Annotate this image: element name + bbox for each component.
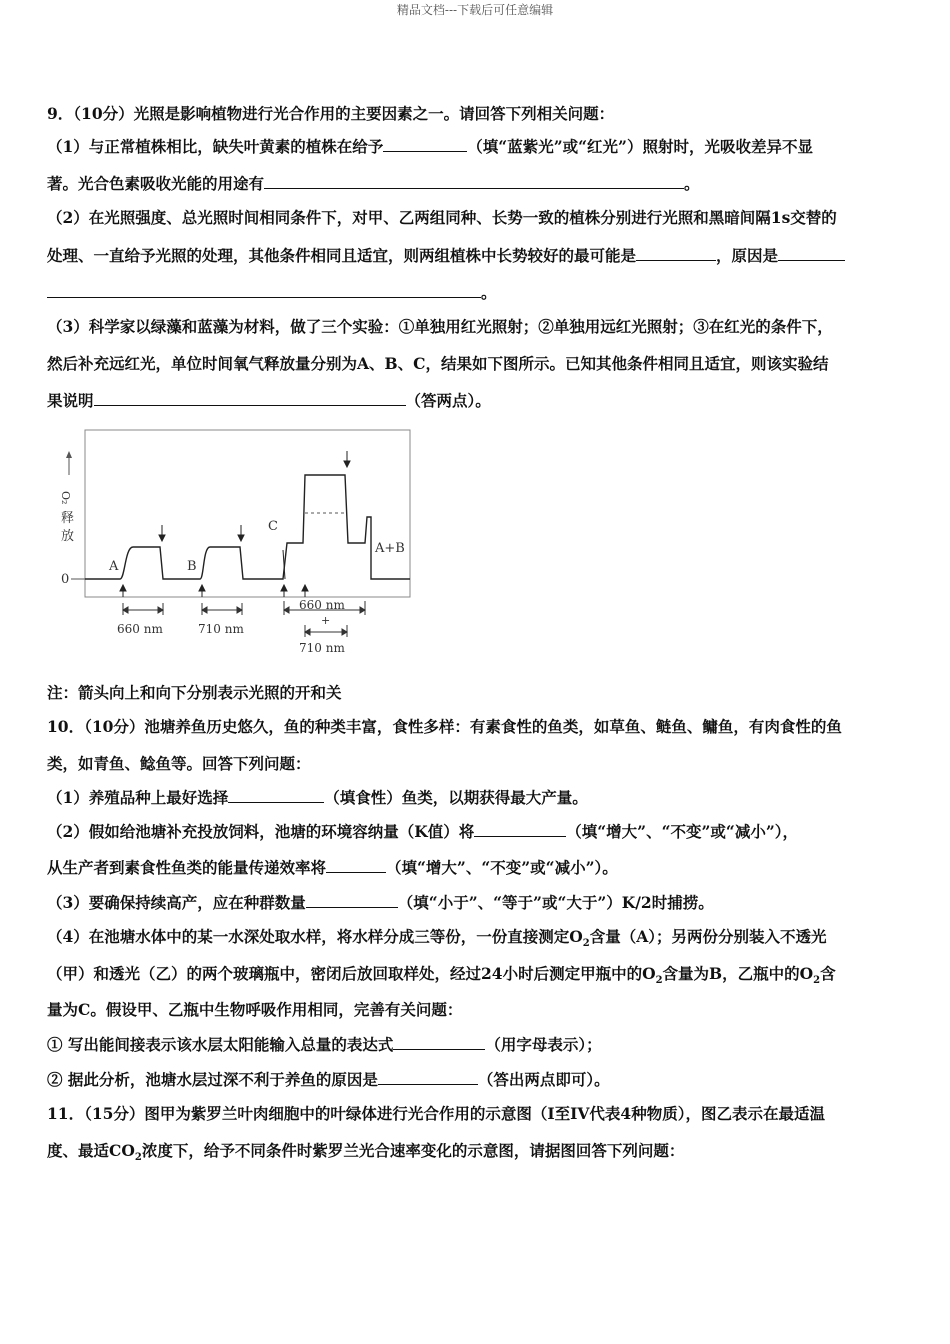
q10-title-line1: 10．（10分）池塘养鱼历史悠久，鱼的种类丰富，食性多样：有素食性的鱼类，如草鱼、鲢鱼、鳙鱼，有肉食性的鱼 [47,717,842,736]
q9-part2-line2: 处理、一直给予光照的处理，其他条件相同且适宜，则两组植株中长势较好的最可能是 ，原因是 [47,246,845,266]
q11-title-line1: 11．（15分）图甲为紫罗兰叶肉细胞中的叶绿体进行光合作用的示意图（I至IV代表4种物质），图乙表示在最适温 [47,1104,825,1123]
q10-part4-line3: 量为C。假设甲、乙瓶中生物呼吸作用相同，完善有关问题： [47,1000,463,1019]
y-label-o2: O₂ [59,491,72,505]
answer-blank[interactable] [228,788,324,803]
label-c: C [268,519,278,534]
q9-part2-line3: 。 [47,283,497,303]
q9-part3-line2: 然后补充远红光，单位时间氧气释放量分别为A、B、C，结果如下图所示。已知其他条件相同且适宜，则该实验结 [47,354,829,373]
q9-figure-note: 注：箭头向上和向下分别表示光照的开和关 [47,683,342,702]
q9-title: 9．（10分）光照是影响植物进行光合作用的主要因素之一。请回答下列相关问题： [47,104,615,123]
q9-part1-line2: 著。光合色素吸收光能的用途有 。 [47,174,700,193]
label-b: B [187,559,197,574]
o2-release-figure [55,425,415,660]
q10-part4-line1: （4）在池塘水体中的某一水深处取水样，将水样分成三等份，一份直接测定$O_2$含量（A）；另两份分别装入不透光 [47,927,827,950]
answer-blank[interactable] [383,137,467,152]
page-header: 精品文档---下载后可任意编辑 [396,3,554,17]
q9-part1-line1: （1）与正常植株相比，缺失叶黄素的植株在给予 （填“蓝紫光”或“红光”）照射时，光吸收差异不显 [47,137,813,156]
q10-part4-line2: （甲）和透光（乙）的两个玻璃瓶中，密闭后放回取样处，经过24小时后测定甲瓶中的$O_2$含量为B，乙瓶中的$O_2$含 [47,964,836,987]
answer-blank[interactable] [94,391,406,406]
wl-710-b: 710 nm [299,641,345,655]
y-axis-arrowhead [66,451,72,458]
figure-frame [85,430,410,597]
plus-sign: + [321,614,331,627]
answer-blank[interactable] [778,246,845,261]
q9-part2-line1: （2）在光照强度、总光照时间相同条件下，对甲、乙两组同种、长势一致的植株分别进行光照和黑暗间隔1s交替的 [47,208,837,227]
q9-part3-line3: 果说明 （答两点）。 [47,391,491,410]
q10-part2-line1: （2）假如给池塘补充投放饲料，池塘的环境容纳量（K值）将 （填“增大”、“不变”或“减小”）， [47,822,799,841]
wl-660-a: 660 nm [117,622,163,636]
q10-subq2: ② 据此分析，池塘水层过深不利于养鱼的原因是 （答出两点即可）。 [47,1070,610,1089]
q9-part3-line1: （3）科学家以绿藻和蓝藻为材料，做了三个实验：①单独用红光照射；②单独用远红光照射；③在红光的条件下， [47,317,833,336]
answer-blank[interactable] [306,893,398,908]
o2-trace-line [85,475,410,579]
label-a: A [109,559,119,574]
answer-blank[interactable] [393,1035,485,1050]
light-off-arrows [159,451,350,541]
answer-blank[interactable] [264,174,684,189]
y-label-2: 放 [61,529,75,544]
q10-part3: （3）要确保持续高产，应在种群数量 （填“小于”、“等于”或“大于”）K/2时捕捞。 [47,893,714,912]
answer-blank[interactable] [636,246,716,261]
q10-subq1: ① 写出能间接表示该水层太阳能输入总量的表达式 （用字母表示）； [47,1035,602,1054]
answer-blank[interactable] [474,822,566,837]
q10-part1: （1）养殖品种上最好选择 （填食性）鱼类，以期获得最大产量。 [47,788,588,807]
answer-blank[interactable] [326,858,386,873]
answer-blank[interactable] [378,1070,478,1085]
q10-part2-line2: 从生产者到素食性鱼类的能量传递效率将 （填“增大”、“不变”或“减小”）。 [47,858,618,877]
wl-660-b: 660 nm [299,598,345,612]
q11-title-line2: 度、最适$CO_2$浓度下，给予不同条件时紫罗兰光合速率变化的示意图，请据图回答下列问题： [47,1141,685,1164]
label-a-plus-b: A+B [375,541,405,556]
y-zero-label: 0 [61,572,70,587]
light-on-arrows [120,585,308,597]
q10-title-line2: 类，如青鱼、鲶鱼等。回答下列问题： [47,754,311,773]
answer-blank[interactable] [47,283,481,298]
y-label-1: 释 [61,511,75,526]
wl-710-a: 710 nm [198,622,244,636]
